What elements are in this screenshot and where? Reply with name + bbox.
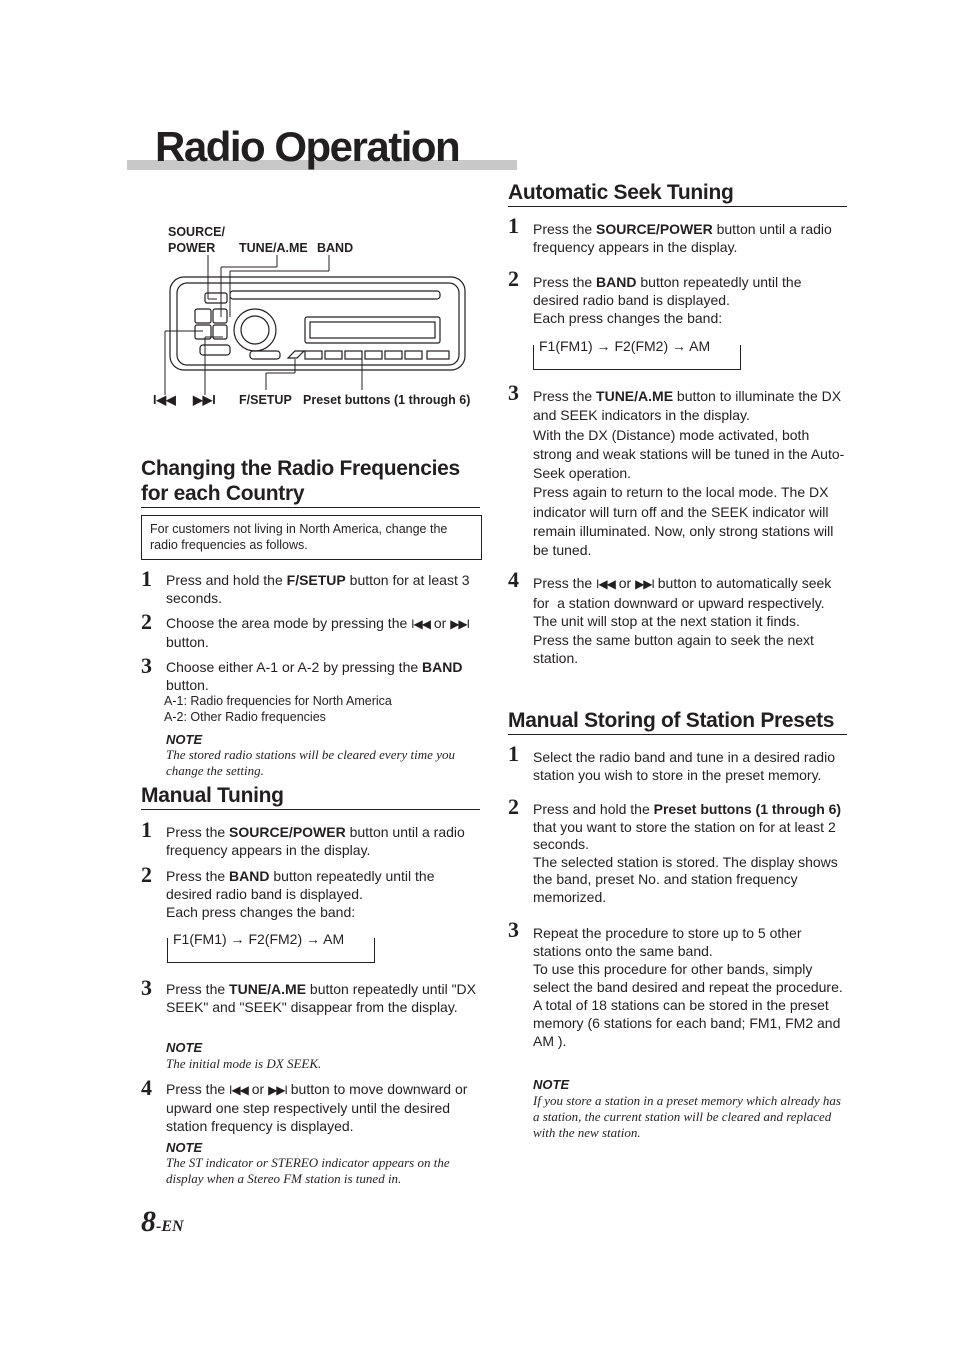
skip-button-glyph: ▶▶I <box>635 577 654 591</box>
skip-button-glyph: ▶▶I <box>450 617 469 631</box>
step-number: 1 <box>141 566 152 591</box>
skip-button-glyph: I◀◀ <box>411 617 430 631</box>
step-number: 1 <box>141 817 152 842</box>
info-box <box>141 515 482 560</box>
note-label: NOTE <box>166 1040 203 1055</box>
step-number: 4 <box>508 567 519 592</box>
label-source-power: SOURCE/ POWER <box>168 225 225 255</box>
step-text: Press the TUNE/A.ME button repeatedly until "DX SEEK" and "SEEK" disappear from the display. <box>166 981 476 1015</box>
label-tune: TUNE/A.ME <box>239 241 308 255</box>
step-text: Choose the area mode by pressing the I◀◀ or ▶▶I button. <box>166 615 469 650</box>
info-box-text: For customers not living in North America, change the radio frequencies as follows. <box>150 522 448 552</box>
skip-button-glyph: I◀◀ <box>229 1083 248 1097</box>
step-number: 1 <box>508 213 519 238</box>
label-fsetup: F/SETUP <box>239 393 292 407</box>
button-name: SOURCE/POWER <box>596 221 713 237</box>
head-unit-illustration <box>155 255 485 395</box>
label-next: ▶▶I <box>193 393 216 407</box>
step-number: 3 <box>141 653 152 678</box>
step-text: Press the SOURCE/POWER button until a radio frequency appears in the display. <box>533 221 832 255</box>
section-rule <box>141 507 480 508</box>
label-presets: Preset buttons (1 through 6) <box>303 393 471 407</box>
label-band: BAND <box>317 241 354 255</box>
section-rule <box>508 206 847 207</box>
label-prev: I◀◀ <box>153 393 176 407</box>
section-heading-changing-1: Changing the Radio Frequencies <box>141 457 460 480</box>
sub-item: A-1: Radio frequencies for North America <box>164 694 392 708</box>
step-text: Press the I◀◀ or ▶▶I button to move downward or upward one step respectively until the desired station frequency is displayed. <box>166 1081 468 1134</box>
section-heading-auto: Automatic Seek Tuning <box>508 181 734 204</box>
band-sequence: F1(FM1) → F2(FM2) → AM <box>170 930 347 948</box>
section-rule <box>141 809 480 810</box>
step-text: Press the BAND button repeatedly until the desired radio band is displayed. Each press changes the band: <box>166 868 435 920</box>
button-name: SOURCE/POWER <box>229 824 346 840</box>
page-number <box>141 1205 184 1239</box>
section-rule <box>508 734 847 735</box>
page-number-value: 8 <box>141 1205 156 1238</box>
skip-button-glyph: ▶▶I <box>268 1083 287 1097</box>
step-number: 2 <box>141 609 152 634</box>
step-text: Press the SOURCE/POWER button until a radio frequency appears in the display. <box>166 824 465 858</box>
note-text: The ST indicator or STEREO indicator appears on the display when a Stereo FM station is tuned in. <box>166 1155 450 1186</box>
note-label: NOTE <box>533 1077 570 1092</box>
step-number: 2 <box>508 794 519 819</box>
button-name: F/SETUP <box>286 572 346 588</box>
button-name: BAND <box>229 868 270 884</box>
step-number: 4 <box>141 1075 152 1100</box>
skip-button-glyph: I◀◀ <box>596 577 615 591</box>
step-number: 2 <box>141 862 152 887</box>
sub-item: A-2: Other Radio frequencies <box>164 710 326 724</box>
step-text: Press and hold the F/SETUP button for at least 3 seconds. <box>166 572 470 606</box>
note-text: The initial mode is DX SEEK. <box>166 1056 322 1071</box>
page-number-suffix: -EN <box>156 1218 184 1235</box>
button-name: Preset buttons (1 through 6) <box>653 801 842 817</box>
note-text: If you store a station in a preset memory which already has a station, the current station will be cleared and replaced with the new station. <box>533 1093 841 1140</box>
section-heading-changing-2: for each Country <box>141 482 305 505</box>
button-name: BAND <box>422 659 463 675</box>
step-number: 3 <box>508 380 519 405</box>
button-name: TUNE/A.ME <box>229 981 307 997</box>
step-text: Repeat the procedure to store up to 5 other stations onto the same band. To use this procedure for other bands, simply select the band desired and repeat the procedure. A total of 18 stations can be stored in the preset memory (6 stations for each band; FM1, FM2 and AM ). <box>533 925 843 1049</box>
step-number: 1 <box>508 741 519 766</box>
step-text: Choose either A-1 or A-2 by pressing the BAND button. <box>166 659 463 693</box>
step-text: Press the TUNE/A.ME button to illuminate the DX and SEEK indicators in the display. With the DX (Distance) mode activated, both strong and weak stations will be tuned in the Auto-Seek operation. Press again to return to the local mode. The DX indicator will turn off and the SEEK indicator will remain illuminated. Now, only strong stations will be tuned. <box>533 388 845 559</box>
button-name: BAND <box>596 274 637 290</box>
note-text: The stored radio stations will be cleared every time you change the setting. <box>166 747 455 778</box>
step-number: 3 <box>508 917 519 942</box>
note-label: NOTE <box>166 732 203 747</box>
note-label: NOTE <box>166 1140 203 1155</box>
step-text: Press the I◀◀ or ▶▶I button to automatically seek for a station downward or upward respectively. The unit will stop at the next station it finds. Press the same button again to seek the next station. <box>533 575 832 667</box>
band-sequence: F1(FM1) → F2(FM2) → AM <box>536 337 713 355</box>
step-number: 3 <box>141 975 152 1000</box>
page-title: Radio Operation <box>155 123 460 170</box>
button-name: TUNE/A.ME <box>596 388 674 404</box>
step-number: 2 <box>508 266 519 291</box>
section-heading-manual: Manual Tuning <box>141 784 284 807</box>
step-text: Press the BAND button repeatedly until the desired radio band is displayed. Each press changes the band: <box>533 274 802 326</box>
step-text: Press and hold the Preset buttons (1 through 6) that you want to store the station on for at least 2 seconds. The selected station is stored. The display shows the band, preset No. and station frequency memorized. <box>533 801 842 905</box>
section-heading-storing: Manual Storing of Station Presets <box>508 709 835 732</box>
step-text: Select the radio band and tune in a desired radio station you wish to store in the preset memory. <box>533 749 835 783</box>
